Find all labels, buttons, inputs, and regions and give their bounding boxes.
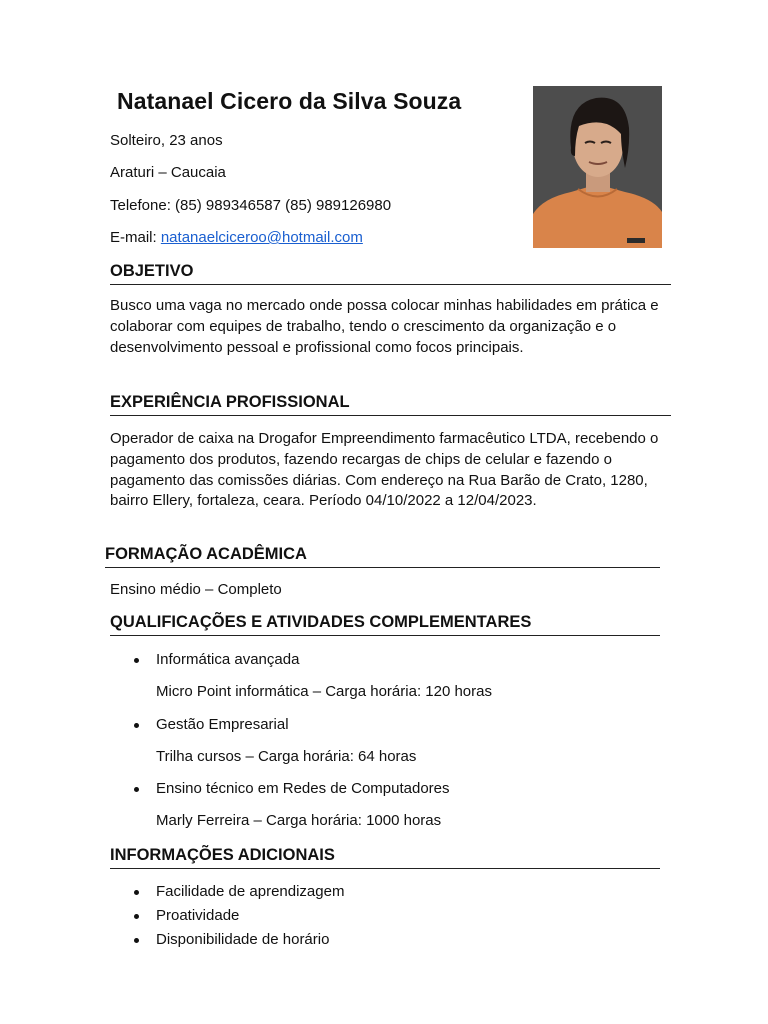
additional-heading: INFORMAÇÕES ADICIONAIS [110, 846, 660, 869]
profile-photo [533, 86, 662, 248]
qualification-detail: Micro Point informática – Carga horária: 120 horas [156, 683, 492, 700]
qualification-item: Ensino técnico em Redes de Computadores [156, 780, 450, 797]
additional-item: Disponibilidade de horário [156, 931, 330, 948]
qualification-item: Gestão Empresarial [156, 716, 289, 733]
additional-item: Facilidade de aprendizagem [156, 883, 345, 900]
email-label: E-mail: [110, 229, 161, 246]
qualification-detail: Trilha cursos – Carga horária: 64 horas [156, 748, 417, 765]
email-link[interactable]: natanaelciceroo@hotmail.com [160, 229, 363, 246]
location: Araturi – Caucaia [110, 164, 226, 181]
email-line [110, 229, 363, 246]
qualification-item: Informática avançada [156, 651, 300, 668]
objective-text: Busco uma vaga no mercado onde possa colocar minhas habilidades em prática e colaborar com equipes de trabalho, tendo o crescimento da organização e o desenvolvimento pessoal e profissional como focos principais. [110, 297, 659, 356]
experience-heading: EXPERIÊNCIA PROFISSIONAL [110, 393, 671, 416]
objective-heading: OBJETIVO [110, 262, 671, 285]
additional-item: Proatividade [156, 907, 240, 924]
phone: Telefone: (85) 989346587 (85) 989126980 [110, 197, 392, 214]
qualification-detail: Marly Ferreira – Carga horária: 1000 horas [156, 812, 442, 829]
candidate-name: Natanael Cicero da Silva Souza [117, 88, 462, 114]
experience-text: Operador de caixa na Drogafor Empreendimento farmacêutico LTDA, recebendo o pagamento dos produtos, fazendo recargas de chips de celular e fazendo o pagamento das comissões diárias. Com endereço na Rua Barão de Crato, 1280, bairro Ellery, fortaleza, ceara. Período 04/10/2022 a 12/04/2023. [110, 430, 659, 510]
civil-status-age: Solteiro, 23 anos [110, 132, 223, 149]
qualifications-heading: QUALIFICAÇÕES E ATIVIDADES COMPLEMENTARES [110, 613, 660, 636]
education-heading: FORMAÇÃO ACADÊMICA [105, 545, 660, 568]
person-portrait [533, 86, 662, 248]
education-text: Ensino médio – Completo [110, 581, 282, 598]
